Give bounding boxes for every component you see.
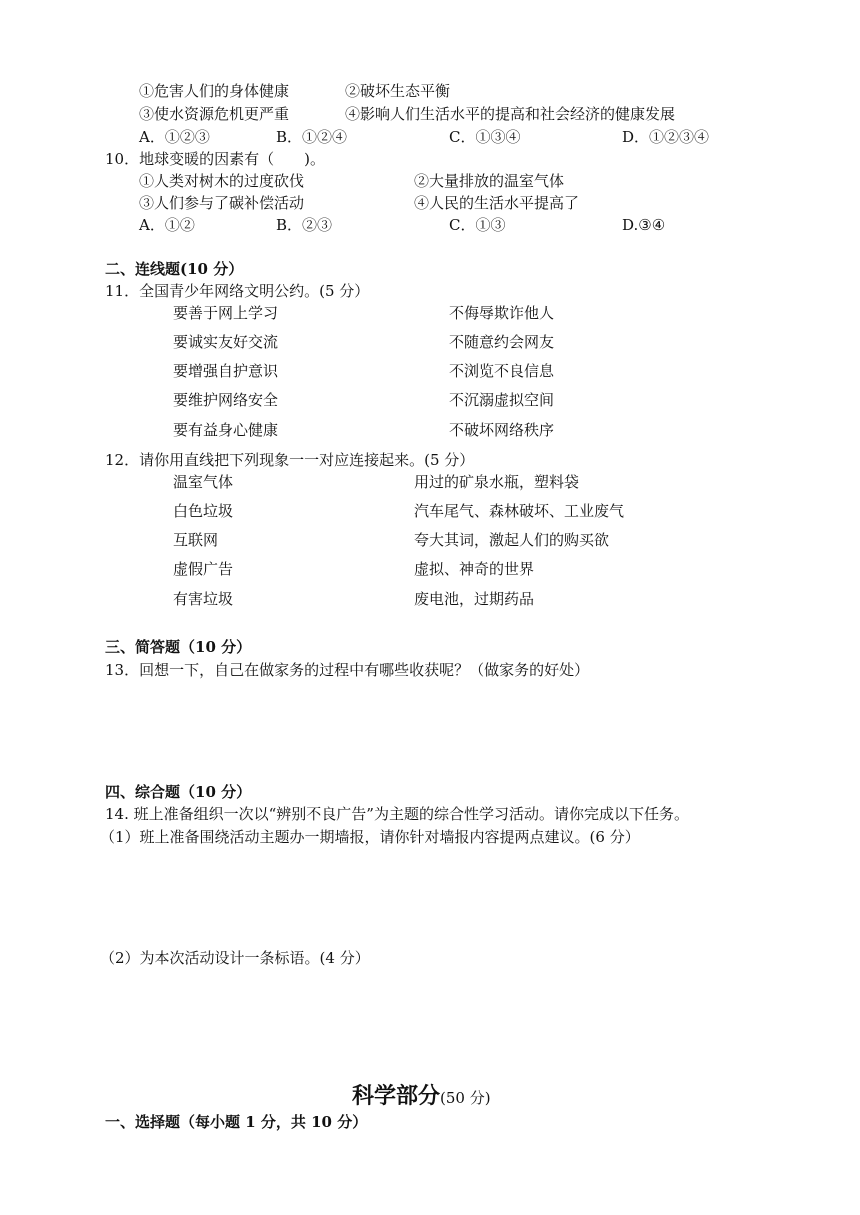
q10-option-1: ①人类对树木的过度砍伐 (139, 172, 305, 190)
science-title: 科学部分 (352, 1083, 441, 1109)
q11-left-item: 要维护网络安全 (173, 391, 279, 409)
q9-choice-a: A．①②③ (139, 128, 210, 146)
q10-choice-a: A．①② (139, 216, 195, 234)
q14-part2-answer-area[interactable] (105, 972, 765, 1072)
q12-stem: 12．请你用直线把下列现象一一对应连接起来。(5 分） (105, 451, 475, 469)
q12-right-item: 汽车尾气、森林破坏、工业废气 (414, 502, 625, 520)
q13-stem: 13．回想一下，自己在做家务的过程中有哪些收获呢？（做家务的好处） (105, 661, 590, 679)
q11-stem: 11．全国青少年网络文明公约。(5 分） (105, 282, 370, 300)
q11-left-item: 要有益身心健康 (173, 421, 279, 439)
q12-left-item: 白色垃圾 (173, 502, 234, 520)
q9-choice-b: B．①②④ (276, 128, 348, 146)
q12-right-item: 虚拟、神奇的世界 (414, 560, 535, 578)
q9-choice-c: C．①③④ (449, 128, 521, 146)
q11-left-item: 要善于网上学习 (173, 304, 279, 322)
q10-option-4: ④人民的生活水平提高了 (414, 194, 580, 212)
q11-right-item: 不随意约会网友 (449, 333, 555, 351)
science-score: (50 分) (440, 1089, 491, 1107)
q12-right-item: 废电池，过期药品 (414, 590, 535, 608)
q12-right-item: 夸大其词，激起人们的购买欲 (414, 531, 610, 549)
q14-part1: （1）班上准备围绕活动主题办一期墙报，请你针对墙报内容提两点建议。(6 分） (100, 828, 640, 846)
q11-left-item: 要诚实友好交流 (173, 333, 279, 351)
q12-left-item: 互联网 (173, 531, 219, 549)
q12-left-item: 温室气体 (173, 473, 234, 491)
q12-left-item: 有害垃圾 (173, 590, 234, 608)
q11-left-item: 要增强自护意识 (173, 362, 279, 380)
science-section1-title: 一、选择题（每小题 1 分，共 10 分） (105, 1113, 368, 1131)
section2-title: 二、连线题(10 分） (105, 260, 244, 278)
q14-stem: 14. 班上准备组织一次以“辨别不良广告”为主题的综合性学习活动。请你完成以下任务。 (105, 805, 689, 823)
q10-stem: 10．地球变暖的因素有（ )。 (105, 150, 325, 168)
q9-option-3: ③使水资源危机更严重 (139, 105, 290, 123)
q13-answer-area[interactable] (105, 684, 765, 780)
section4-title: 四、综合题（10 分） (105, 783, 252, 801)
q10-choice-b: B．②③ (276, 216, 333, 234)
q12-right-item: 用过的矿泉水瓶，塑料袋 (414, 473, 580, 491)
q9-option-1: ①危害人们的身体健康 (139, 82, 290, 100)
section3-title: 三、简答题（10 分） (105, 638, 252, 656)
q11-right-item: 不侮辱欺诈他人 (449, 304, 555, 322)
q11-right-item: 不浏览不良信息 (449, 362, 555, 380)
q9-option-2: ②破坏生态平衡 (345, 82, 451, 100)
q10-choice-d: D.③④ (622, 216, 666, 234)
q10-choice-c: C．①③ (449, 216, 506, 234)
q10-option-3: ③人们参与了碳补偿活动 (139, 194, 305, 212)
q14-part2: （2）为本次活动设计一条标语。(4 分） (100, 949, 370, 967)
q10-option-2: ②大量排放的温室气体 (414, 172, 565, 190)
q9-option-4: ④影响人们生活水平的提高和社会经济的健康发展 (345, 105, 676, 123)
q11-right-item: 不沉溺虚拟空间 (449, 391, 555, 409)
q11-right-item: 不破坏网络秩序 (449, 421, 555, 439)
q14-part1-answer-area[interactable] (105, 852, 765, 942)
science-heading (352, 1082, 491, 1110)
q9-choice-d: D．①②③④ (622, 128, 710, 146)
q12-left-item: 虚假广告 (173, 560, 234, 578)
